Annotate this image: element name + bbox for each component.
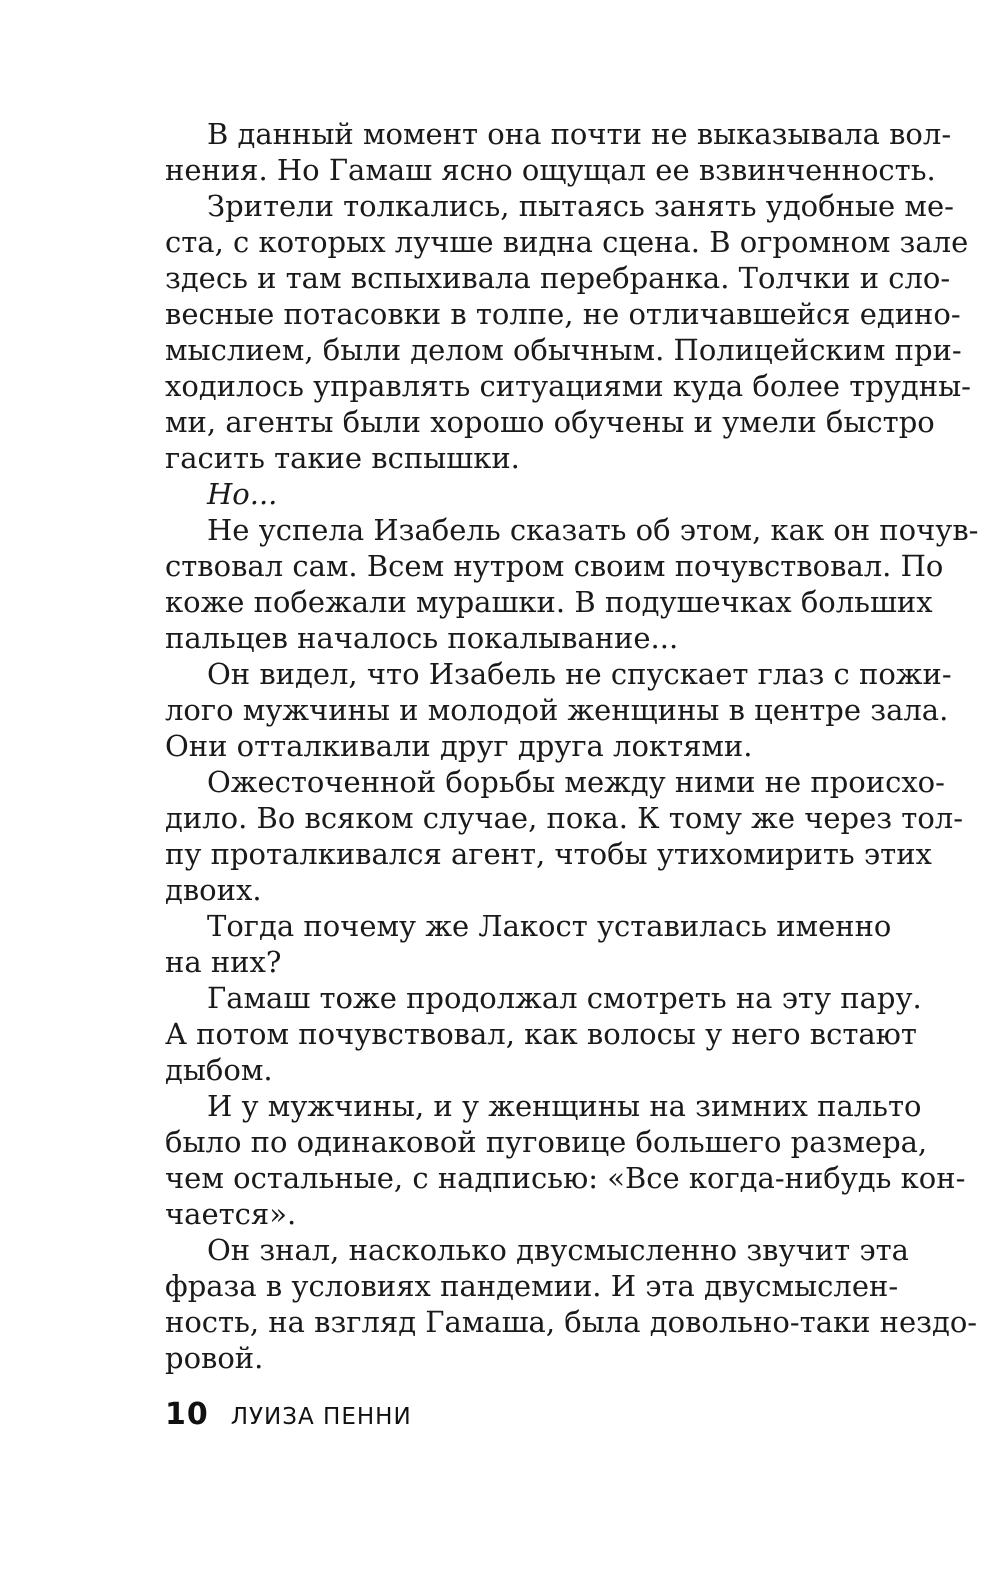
text-line: пу проталкивался агент, чтобы утихомирить этих xyxy=(165,837,932,871)
text-line: фраза в условиях пандемии. И эта двусмыслен- xyxy=(165,1269,899,1303)
text-line: А потом почувствовал, как волосы у него встают xyxy=(165,1017,917,1051)
text-line: лого мужчины и молодой женщины в центре зала. xyxy=(165,693,949,727)
text-line: здесь и там вспыхивала перебранка. Толчки и сло- xyxy=(165,261,951,295)
text-line: Но... xyxy=(207,477,278,511)
text-line: Гамаш тоже продолжал смотреть на эту пару. xyxy=(207,981,922,1015)
text-line: чем остальные, с надписью: «Все когда-нибудь кон- xyxy=(165,1161,966,1195)
text-line: Он знал, насколько двусмысленно звучит эта xyxy=(207,1233,909,1267)
text-line: весные потасовки в толпе, не отличавшейся едино- xyxy=(165,297,961,331)
text-line: ность, на взгляд Гамаша, была довольно-таки нездо- xyxy=(165,1305,978,1339)
text-line: ствовал сам. Всем нутром своим почувствовал. По xyxy=(165,549,944,583)
text-line: В данный момент она почти не выказывала вол- xyxy=(207,117,952,151)
page-number: 10 xyxy=(165,1397,209,1432)
text-line: нения. Но Гамаш ясно ощущал ее взвинченность. xyxy=(165,153,936,187)
text-line: ходилось управлять ситуациями куда более трудны- xyxy=(165,369,971,403)
text-line: И у мужчины, и у женщины на зимних пальто xyxy=(207,1089,922,1123)
text-line: Ожесточенной борьбы между ними не происхо- xyxy=(207,765,945,799)
text-line: дило. Во всяком случае, пока. К тому же через тол- xyxy=(165,801,964,835)
text-line: ровой. xyxy=(165,1341,264,1375)
page-footer xyxy=(165,1397,412,1437)
text-line: ми, агенты были хорошо обучены и умели быстро xyxy=(165,405,935,439)
text-line: было по одинаковой пуговице большего размера, xyxy=(165,1125,928,1159)
text-line: дыбом. xyxy=(165,1053,273,1087)
text-line: Он видел, что Изабель не спускает глаз с пожи- xyxy=(207,657,952,691)
text-line: Тогда почему же Лакост уставилась именно xyxy=(207,909,892,943)
running-head-author: ЛУИЗА ПЕННИ xyxy=(230,1404,412,1430)
text-line: пальцев началось покалывание... xyxy=(165,621,679,655)
text-line: двоих. xyxy=(165,873,262,907)
text-line: ста, с которых лучше видна сцена. В огромном зале xyxy=(165,225,969,259)
text-line: мыслием, были делом обычным. Полицейским при- xyxy=(165,333,962,367)
text-line: на них? xyxy=(165,945,282,979)
text-line: чается». xyxy=(165,1197,297,1231)
text-line: Зрители толкались, пытаясь занять удобные ме- xyxy=(207,189,954,223)
text-line: гасить такие вспышки. xyxy=(165,441,520,475)
text-line: коже побежали мурашки. В подушечках больших xyxy=(165,585,933,619)
text-line: Не успела Изабель сказать об этом, как он почув- xyxy=(207,513,979,547)
text-line: Они отталкивали друг друга локтями. xyxy=(165,729,753,763)
body-text xyxy=(165,116,979,1376)
